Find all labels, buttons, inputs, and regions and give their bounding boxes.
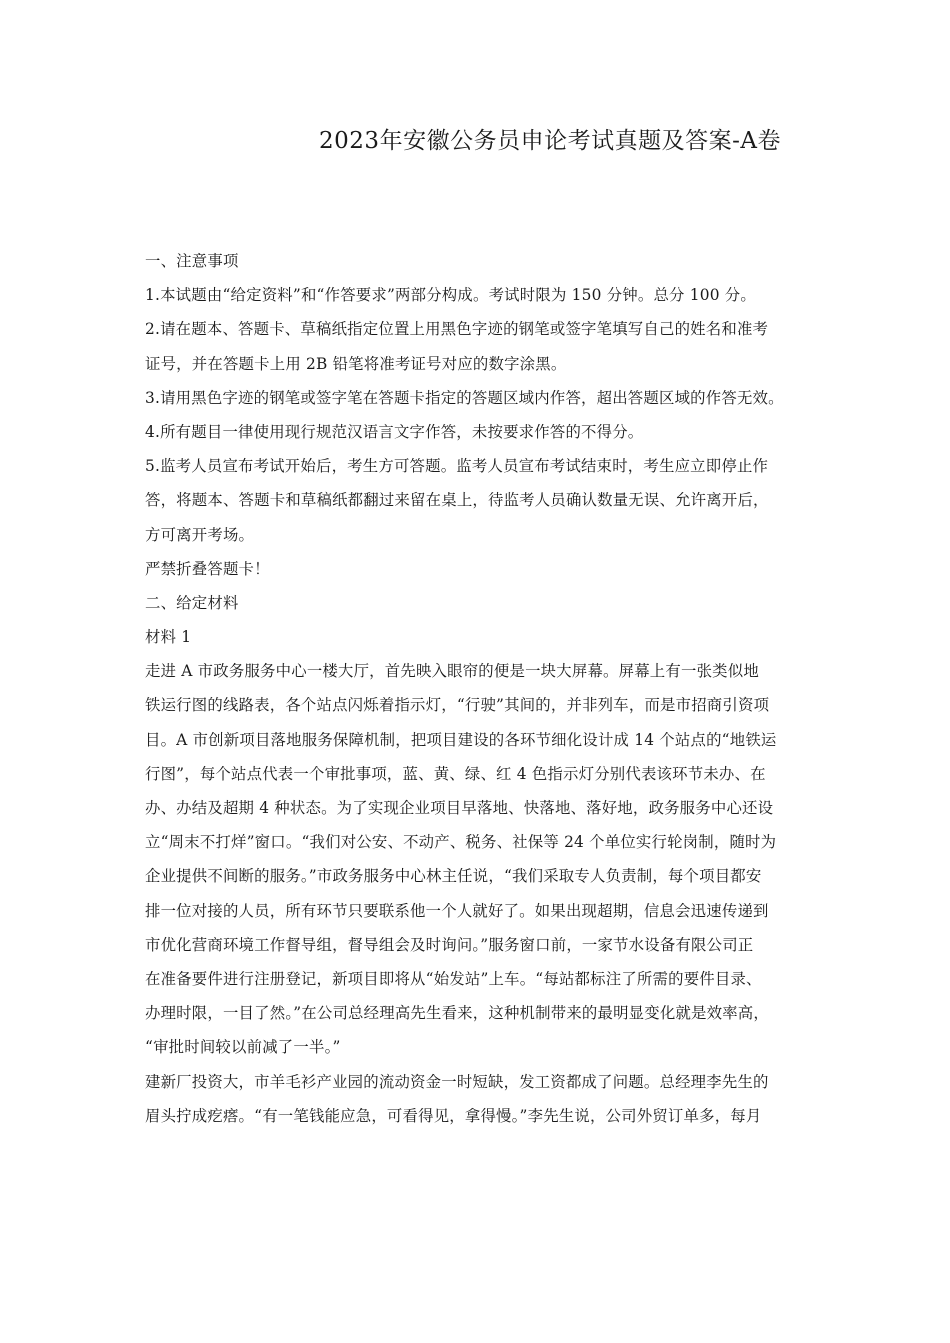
text-line: 立“周末不打烊”窗口。“我们对公安、不动产、税务、社保等 24 个单位实行轮岗制，随时为 (145, 833, 777, 852)
text-line: 材料 1 (145, 628, 192, 647)
text-line: 排一位对接的人员，所有环节只要联系他一个人就好了。如果出现超期，信息会迅速传递到 (145, 901, 769, 920)
text-line: 4.所有题目一律使用现行规范汉语言文字作答，未按要求作答的不得分。 (145, 422, 644, 441)
text-line: 办、办结及超期 4 种状态。为了实现企业项目早落地、快落地、落好地，政务服务中心还设 (145, 799, 774, 817)
text-line: 铁运行图的线路表，各个站点闪烁着指示灯，“行驶”其间的，并非列车，而是市招商引资项 (145, 696, 770, 715)
text-line: 二、给定材料 (145, 593, 239, 612)
text-line: 目。A 市创新项目落地服务保障机制，把项目建设的各环节细化设计成 14 个站点的“地铁运 (145, 730, 777, 749)
text-line: 证号，并在答题卡上用 2B 铅笔将准考证号对应的数字涂黑。 (145, 354, 567, 373)
text-line: 严禁折叠答题卡！ (145, 559, 270, 578)
text-line: 一、注意事项 (145, 252, 239, 270)
text-line: 企业提供不间断的服务。”市政务服务中心林主任说，“我们采取专人负责制，每个项目都安 (145, 867, 762, 886)
text-line: 答，将题本、答题卡和草稿纸都翻过来留在桌上，待监考人员确认数量无误、允许离开后， (145, 491, 769, 510)
text-line: 在准备要件进行注册登记，新项目即将从“始发站”上车。“每站都标注了所需的要件目录、 (145, 969, 762, 988)
text-line: 眉头拧成疙瘩。“有一笔钱能应急，可看得见，拿得慢。”李先生说，公司外贸订单多，每月 (145, 1106, 762, 1125)
text-line: 办理时限，一目了然。”在公司总经理高先生看来，这种机制带来的最明显变化就是效率高， (145, 1004, 769, 1023)
text-line: 5.监考人员宣布考试开始后，考生方可答题。监考人员宣布考试结束时，考生应立即停止作 (145, 457, 769, 476)
text-line: 3.请用黑色字迹的钢笔或签字笔在答题卡指定的答题区域内作答，超出答题区域的作答无效。 (145, 388, 784, 407)
text-line: 走进 A 市政务服务中心一楼大厅，首先映入眼帘的便是一块大屏幕。屏幕上有一张类似地 (145, 662, 759, 681)
text-line: 1.本试题由“给定资料”和“作答要求”两部分构成。考试时限为 150 分钟。总分 100 分。 (145, 286, 756, 305)
text-line: 行图”，每个站点代表一个审批事项，蓝、黄、绿、红 4 色指示灯分别代表该环节未办、在 (145, 764, 766, 783)
document-body (145, 244, 855, 1133)
text-line: 建新厂投资大，市羊毛衫产业园的流动资金一时短缺，发工资都成了问题。总经理李先生的 (145, 1072, 769, 1091)
text-line: 市优化营商环境工作督导组，督导组会及时询问。”服务窗口前，一家节水设备有限公司正 (145, 935, 754, 954)
text-line: 方可离开考场。 (145, 525, 255, 544)
document-title: 2023年安徽公务员申论考试真题及答案-A卷 (319, 128, 781, 154)
text-line: 2.请在题本、答题卡、草稿纸指定位置上用黑色字迹的钢笔或签字笔填写自己的姓名和准考 (145, 320, 769, 339)
text-line: “审批时间较以前减了一半。” (145, 1038, 341, 1057)
